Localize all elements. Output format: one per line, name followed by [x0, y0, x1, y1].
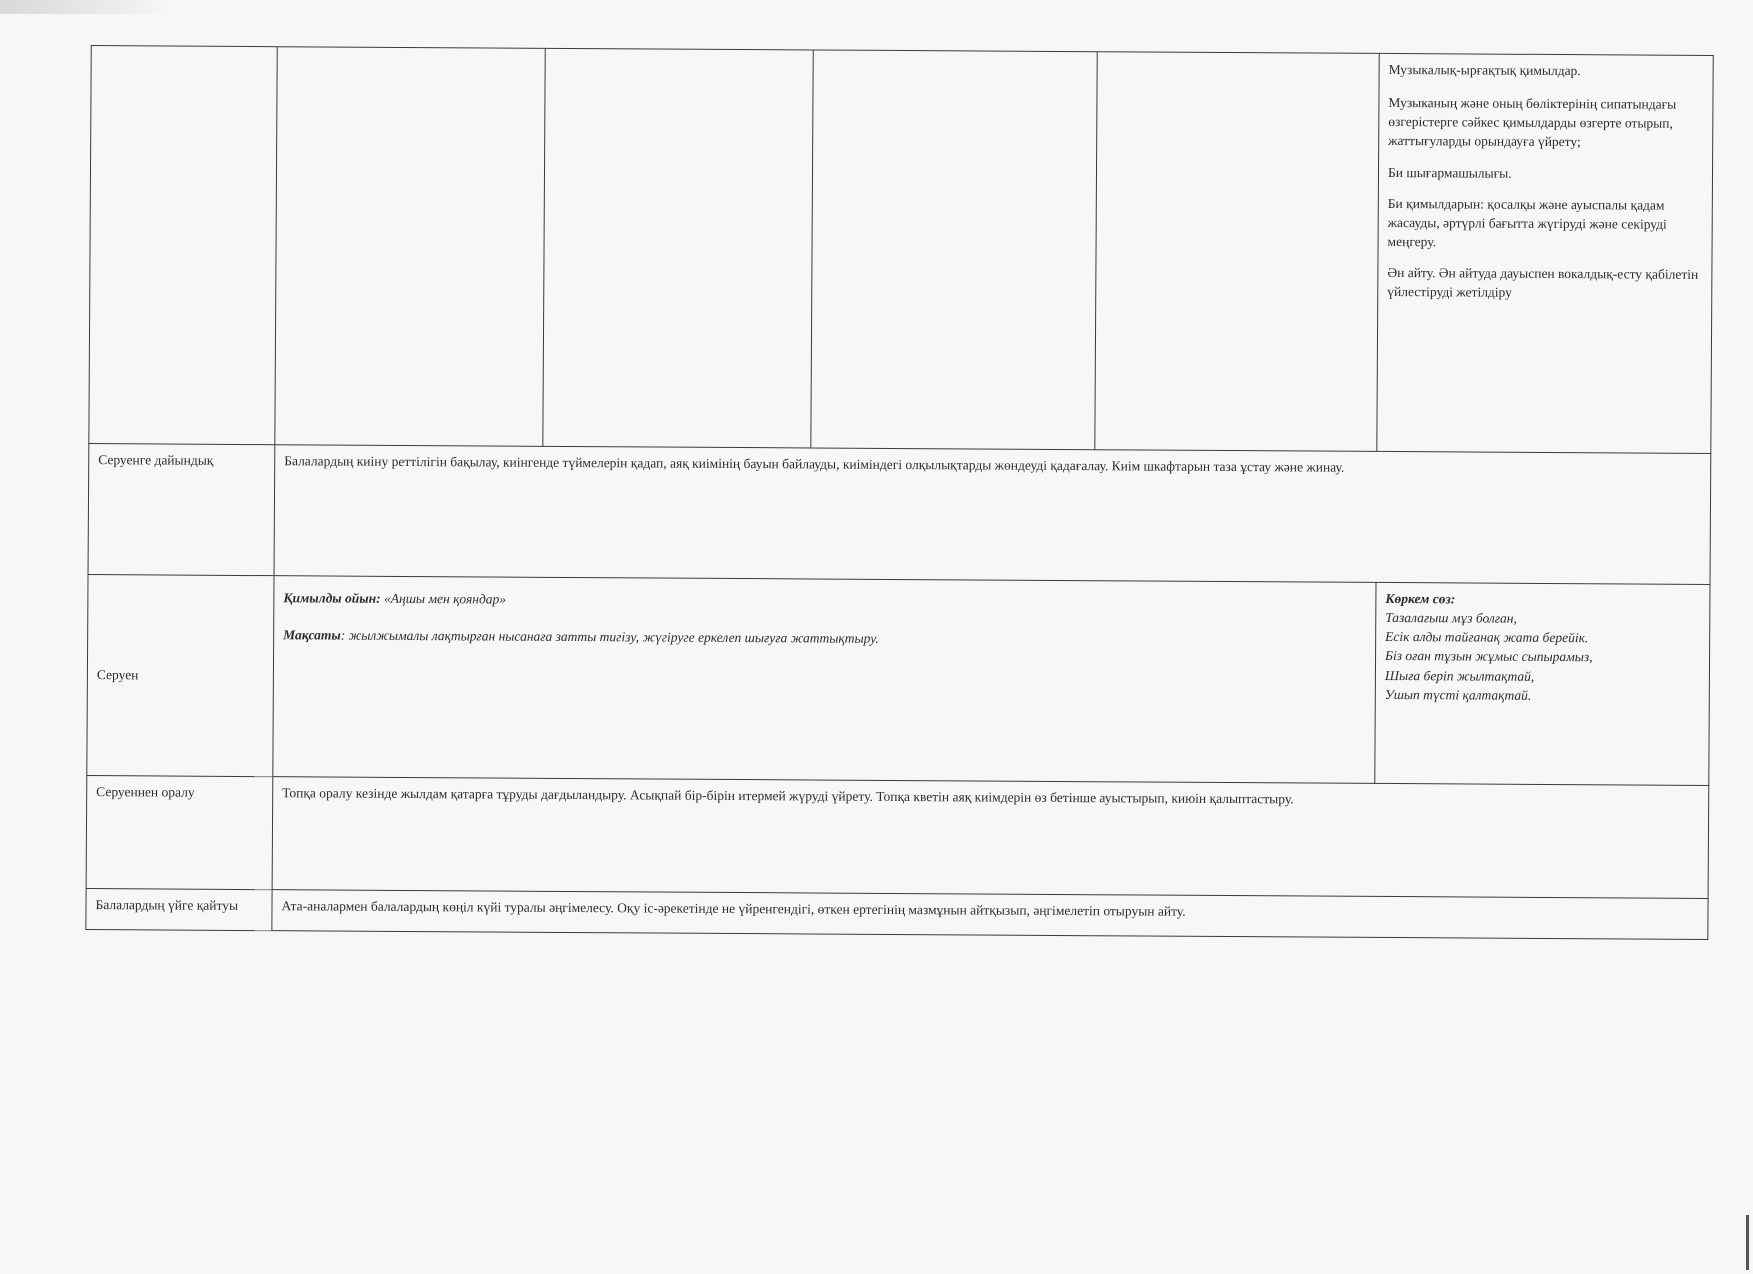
cell-empty-day2 — [543, 48, 813, 448]
walk-game-cell — [273, 576, 1376, 784]
cell-empty-label — [89, 46, 277, 445]
poem-title: Көркем сөз: — [1385, 590, 1456, 607]
dance-heading: Би шығармашылығы. — [1387, 164, 1512, 181]
music-rhythm-text: Музыканың және оның бөліктерінің сипатындағы өзгерістерге сәйкес қимылдарды өзгерте отырып, жаттығуларды орындауға үйрету; — [1388, 95, 1677, 150]
row-label-walk: Серуен — [87, 575, 274, 777]
table-row-going-home — [86, 889, 1708, 940]
game-name: «Аңшы мен қояндар» — [380, 590, 507, 607]
daily-plan-table — [85, 45, 1713, 940]
table-row-walk-preparation — [88, 444, 1711, 585]
poem-line: Есік алды тайғанақ жата берейік. — [1385, 629, 1589, 646]
goal-line — [283, 625, 1366, 651]
singing-text: Ән айту. Ән айтуда дауыспен вокалдық-есту қабілетін үйлестіруді жетілдіру — [1387, 265, 1699, 301]
cell-empty-day3 — [811, 50, 1097, 450]
game-title: Қимылды ойын: — [283, 590, 381, 606]
table-row-return — [86, 776, 1709, 899]
row-label-return: Серуеннен оралу — [86, 776, 273, 890]
goal-label: Мақсаты — [283, 627, 341, 643]
game-line — [283, 588, 1366, 614]
walk-poem-cell — [1375, 582, 1710, 785]
poem-line: Тазалағыш мұз болған, — [1385, 610, 1517, 626]
table-row-activities — [89, 46, 1713, 454]
walk-preparation-text: Балалардың киіну реттілігін бақылау, киінгенде түймелерін қадап, аяқ киімінің бауын байлауды, киіміндегі олқылықтарды жөндеуді қадағалау. Киім шкафтарын таза ұстау және жинау. — [274, 445, 1711, 585]
table-row-walk — [87, 575, 1710, 786]
cell-empty-day1 — [275, 47, 545, 447]
poem-line: Шыға беріп жылтақтай, — [1384, 667, 1535, 684]
dance-text: Би қимылдарын: қосалқы және ауыспалы қадам жасауды, әртүрлі бағытта жүгіруді және секіруді меңгеру. — [1387, 195, 1667, 250]
going-home-text: Ата-аналармен балалардың көңіл күйі туралы әңгімелесу. Оқу іс-әрекетінде не үйренгендігі, өткен ертегінің мазмұнын айтқызып, әңгімелетіп отыруын айту. — [272, 890, 1708, 940]
cell-empty-day4 — [1095, 52, 1379, 452]
scan-edge-mark — [1746, 1215, 1749, 1270]
return-text: Топқа оралу кезінде жылдам қатарға тұруды дағдыландыру. Асықпай бір-бірін итермей жүруді үйрету. Топқа кветін аяқ киімдерін өз бетінше ауыстырып, киюін қалыптастыру. — [272, 777, 1709, 899]
poem-line: Біз оған тұзын жұмыс сыпырамыз, — [1385, 648, 1593, 665]
document-sheet — [85, 45, 1712, 955]
cell-music-activity — [1377, 53, 1713, 453]
music-rhythm-heading: Музыкалық-ырғақтық қимылдар. — [1388, 61, 1581, 79]
poem-line: Ушып түсті қалтақтай. — [1384, 686, 1532, 703]
goal-text: : жылжымалы лақтырған нысанаға затты тигізу, жүгіруге еркелеп шығуға жаттықтыру. — [340, 627, 879, 647]
row-label-going-home: Балалардың үйге қайтуы — [86, 889, 272, 931]
scan-shadow — [0, 0, 170, 14]
row-label-walk-preparation: Серуенге дайындық — [88, 444, 275, 576]
